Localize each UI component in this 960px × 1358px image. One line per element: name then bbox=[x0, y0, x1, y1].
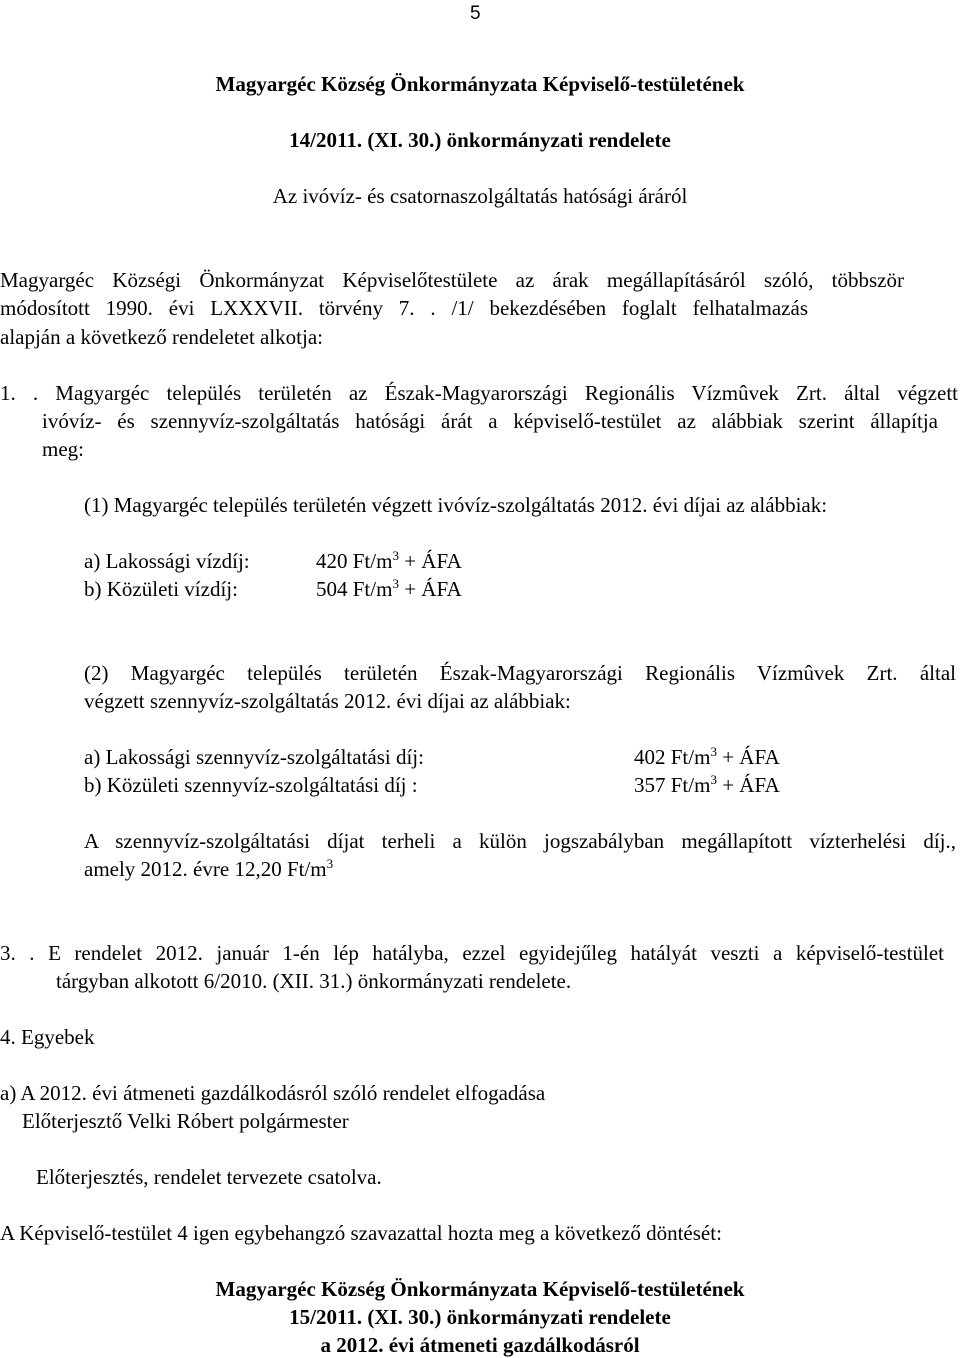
next-decree-subject: a 2012. évi átmeneti gazdálkodásról bbox=[320, 1333, 640, 1357]
presenter: Előterjesztő Velki Róbert polgármester bbox=[22, 1109, 349, 1133]
sewage-fee-label: a) Lakossági szennyvíz-szolgáltatási díj: bbox=[84, 745, 424, 769]
load-fee-note: A szennyvíz-szolgáltatási díjat terheli a külön jogszabályban megállapított vízterhelési díj., bbox=[84, 829, 956, 853]
section1-line: meg: bbox=[42, 437, 84, 461]
load-fee-note: amely 2012. évre 12,20 $Ft/m^3$ bbox=[84, 856, 334, 881]
water-fee-value: 504 $Ft/m^3$ + ÁFA bbox=[316, 576, 462, 601]
section3-line: tárgyban alkotott 6/2010. (XII. 31.) önkormányzati rendelete. bbox=[56, 969, 572, 993]
water-fee-label: a) Lakossági vízdíj: bbox=[84, 549, 250, 573]
preamble-line: módosított 1990. évi LXXXVII. törvény 7. . /1/ bekezdésében foglalt felhatalmazás bbox=[0, 296, 808, 320]
sewage-fee-value: 402 $Ft/m^3$ + ÁFA bbox=[634, 744, 780, 769]
section1-line: ivóvíz- és szennyvíz-szolgáltatás hatósági árát a képviselő-testület az alábbiak szerint állapítja bbox=[42, 409, 938, 433]
decree-number: 14/2011. (XI. 30.) önkormányzati rendelete bbox=[289, 128, 671, 152]
sewage-fee-intro: (2) Magyargéc település területén Észak-Magyarországi Regionális Vízmûvek Zrt. által bbox=[84, 661, 956, 685]
water-fee-value: 420 $Ft/m^3$ + ÁFA bbox=[316, 548, 462, 573]
preamble-line: alapján a következő rendeletet alkotja: bbox=[0, 325, 324, 349]
sewage-fee-intro: végzett szennyvíz-szolgáltatás 2012. évi díjai az alábbiak: bbox=[84, 689, 571, 713]
council-title: Magyargéc Község Önkormányzata Képviselő-testületének bbox=[215, 72, 745, 96]
section1-line: 1. . Magyargéc település területén az Észak-Magyarországi Regionális Vízmûvek Zrt. által végzett bbox=[0, 381, 958, 405]
sewage-fee-label: b) Közületi szennyvíz-szolgáltatási díj : bbox=[84, 773, 418, 797]
next-council-title: Magyargéc Község Önkormányzata Képviselő-testületének bbox=[215, 1277, 745, 1301]
preamble-line: Magyargéc Községi Önkormányzat Képviselőtestülete az árak megállapításáról szóló, többször bbox=[0, 268, 904, 292]
decision-statement: A Képviselő-testület 4 igen egybehangzó szavazattal hozta meg a következő döntését: bbox=[0, 1221, 722, 1245]
attachment-note: Előterjesztés, rendelet tervezete csatolva. bbox=[36, 1165, 382, 1189]
water-fee-label: b) Közületi vízdíj: bbox=[84, 577, 238, 601]
decree-subject: Az ivóvíz- és csatornaszolgáltatás hatósági áráról bbox=[272, 184, 688, 208]
sewage-fee-value: 357 $Ft/m^3$ + ÁFA bbox=[634, 772, 780, 797]
section4-heading: 4. Egyebek bbox=[0, 1025, 95, 1049]
agenda-item: a) A 2012. évi átmeneti gazdálkodásról szóló rendelet elfogadása bbox=[0, 1081, 546, 1105]
section3-line: 3. . E rendelet 2012. január 1-én lép hatályba, ezzel egyidejűleg hatályát veszti a képviselő-testület bbox=[0, 941, 944, 965]
water-fee-intro: (1) Magyargéc település területén végzett ivóvíz-szolgáltatás 2012. évi díjai az alábbiak: bbox=[84, 493, 828, 517]
next-decree-number: 15/2011. (XI. 30.) önkormányzati rendelete bbox=[289, 1305, 671, 1329]
page-number: 5 bbox=[470, 3, 481, 24]
